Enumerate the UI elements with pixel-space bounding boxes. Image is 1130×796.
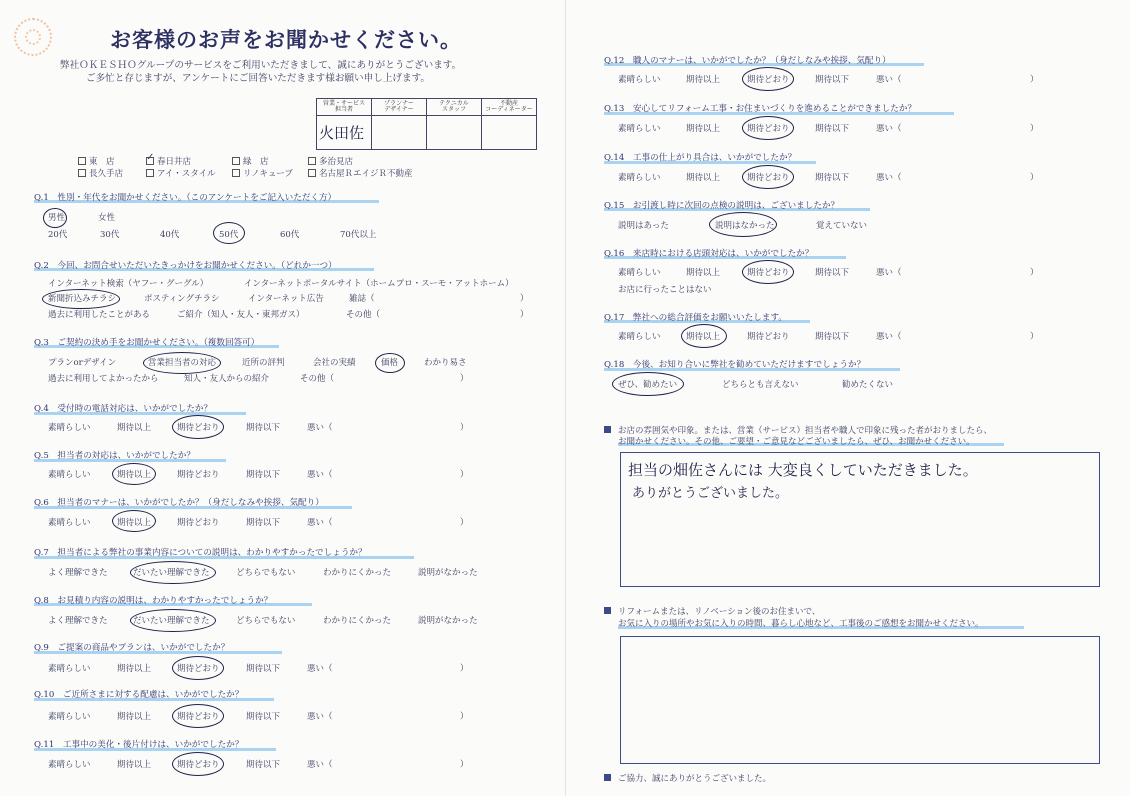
q2-other-close: ） <box>520 310 529 320</box>
comment2-textarea[interactable] <box>620 636 1100 764</box>
staff-table <box>316 98 537 150</box>
q6-opt-1[interactable]: 素晴らしい <box>48 518 91 528</box>
q5-opt-5-close: ） <box>460 470 469 480</box>
q17-opt-5-close: ） <box>1030 332 1039 342</box>
q3-opt-sales[interactable]: 営業担当者の対応 <box>148 358 217 368</box>
q3-opt-price[interactable]: 価格 <box>381 358 399 368</box>
q1-label: Q.1 性別・年代をお聞かせください。（このアンケートをご記入いただく方） <box>34 193 337 203</box>
q7-opt-1[interactable]: よく理解できた <box>48 568 108 578</box>
square-bullet-icon <box>604 774 611 781</box>
q2-opt-search[interactable]: インターネット検索（ヤフー・グーグル） <box>48 279 209 289</box>
q6-opt-5-close: ） <box>460 518 469 528</box>
q3-label: Q.3 ご契約の決め手をお聞かせください。（複数回答可） <box>34 338 260 348</box>
q10-opt-5-close: ） <box>460 712 469 722</box>
q14-opt-4[interactable]: 期待以下 <box>815 173 850 183</box>
q2-opt-webad[interactable]: インターネット広告 <box>248 294 324 304</box>
q8-label: Q.8 お見積り内容の説明は、わかりやすかったでしょうか？ <box>34 596 273 606</box>
q16-label: Q.16 来店時における店頭対応は、いかがでしたか？ <box>604 249 814 259</box>
q7-opt-5[interactable]: 説明がなかった <box>418 568 478 578</box>
q2-magazine-close: ） <box>520 294 529 304</box>
q3-opt-other[interactable]: その他（ <box>300 374 335 384</box>
staff-header-realestate: 不動産 コーディネーター <box>485 99 533 113</box>
q12-opt-3[interactable]: 期待どおり <box>747 75 790 85</box>
q18-opt-3[interactable]: 勧めたくない <box>842 380 894 390</box>
q15-label: Q.15 お引渡し時に次回の点検の説明は、ございましたか？ <box>604 201 840 211</box>
q2-opt-referral[interactable]: ご紹介（知人・友人・東邦ガス） <box>177 310 305 320</box>
q10-opt-3[interactable]: 期待どおり <box>177 712 220 722</box>
q8-opt-1[interactable]: よく理解できた <box>48 616 108 626</box>
q5-opt-4[interactable]: 期待以下 <box>246 470 281 480</box>
q1-age-50[interactable]: 50代 <box>219 230 239 240</box>
store-renocube[interactable]: リノキューブ <box>232 169 293 179</box>
q6-opt-5[interactable]: 悪い（ <box>307 518 333 528</box>
q17-opt-4[interactable]: 期待以下 <box>815 332 850 342</box>
planner-cell[interactable] <box>372 116 427 150</box>
q3-opt-track[interactable]: 会社の実績 <box>313 358 356 368</box>
q13-opt-5-close: ） <box>1030 124 1039 134</box>
store-east[interactable]: 東 店 <box>78 157 115 167</box>
q3-opt-friend[interactable]: 知人・友人からの紹介 <box>184 374 270 384</box>
q5-label: Q.5 担当者の対応は、いかがでしたか？ <box>34 451 195 461</box>
q14-opt-5-close: ） <box>1030 173 1039 183</box>
q14-opt-3[interactable]: 期待どおり <box>747 173 790 183</box>
intro-line-2: ご多忙と存じますが、アンケートにご回答いただきます様お願い申し上げます。 <box>86 73 431 84</box>
page-divider <box>565 0 566 796</box>
q1-age-60[interactable]: 60代 <box>280 230 300 240</box>
comment1-prompt-line2: お聞かせください。その他、ご要望・ご意見などございましたら、ぜひ、お聞かせください。 <box>618 437 975 447</box>
q9-label: Q.9 ご提案の商品やプランは、いかがでしたか？ <box>34 643 230 653</box>
q7-label: Q.7 担当者による弊社の事業内容についての説明は、わかりやすかったでしょうか？ <box>34 548 367 558</box>
q9-opt-5-close: ） <box>460 664 469 674</box>
q2-label: Q.2 今回、お問合せいただいたきっかけをお聞かせください。（どれか一つ） <box>34 261 337 271</box>
q4-opt-2[interactable]: 期待以上 <box>117 423 152 433</box>
q17-label: Q.17 弊社への総合評価をお願いいたします。 <box>604 313 787 323</box>
q1-female[interactable]: 女性 <box>98 213 116 223</box>
q11-opt-2[interactable]: 期待以上 <box>117 760 152 770</box>
q12-opt-2[interactable]: 期待以上 <box>686 75 721 85</box>
q2-opt-posting[interactable]: ポスティングチラシ <box>144 294 220 304</box>
q4-opt-1[interactable]: 素晴らしい <box>48 423 91 433</box>
comment2-prompt-line1: リフォームまたは、リノベーション後のお住まいで、 <box>604 607 820 617</box>
q11-opt-1[interactable]: 素晴らしい <box>48 760 91 770</box>
q18-opt-1[interactable]: ぜひ、勧めたい <box>618 380 678 390</box>
q17-opt-2[interactable]: 期待以上 <box>686 332 721 342</box>
q17-opt-5[interactable]: 悪い（ <box>876 332 902 342</box>
q16-opt-1[interactable]: 素晴らしい <box>618 268 661 278</box>
q6-label: Q.6 担当者のマナーは、いかがでしたか？（身だしなみや挨拶、気配り） <box>34 498 324 508</box>
store-midori[interactable]: 緑 店 <box>232 157 269 167</box>
q10-opt-5[interactable]: 悪い（ <box>307 712 333 722</box>
q8-opt-5[interactable]: 説明がなかった <box>418 616 478 626</box>
q6-opt-2[interactable]: 期待以上 <box>117 518 152 528</box>
q14-opt-2[interactable]: 期待以上 <box>686 173 721 183</box>
q5-opt-3[interactable]: 期待どおり <box>177 470 220 480</box>
q14-opt-1[interactable]: 素晴らしい <box>618 173 661 183</box>
q5-opt-5[interactable]: 悪い（ <box>307 470 333 480</box>
q9-opt-3[interactable]: 期待どおり <box>177 664 220 674</box>
q11-opt-5-close: ） <box>460 760 469 770</box>
q9-opt-1[interactable]: 素晴らしい <box>48 664 91 674</box>
q16-opt-3[interactable]: 期待どおり <box>747 268 790 278</box>
q13-opt-1[interactable]: 素晴らしい <box>618 124 661 134</box>
q10-opt-4[interactable]: 期待以下 <box>246 712 281 722</box>
q4-opt-5-close: ） <box>460 423 469 433</box>
square-bullet-icon <box>604 607 611 614</box>
store-kasugai[interactable]: ✓ 春日井店 <box>146 152 192 167</box>
q2-opt-portal[interactable]: インターネットポータルサイト（ホームプロ・スーモ・アットホーム） <box>244 279 514 289</box>
q16-opt-5-close: ） <box>1030 268 1039 278</box>
q13-opt-5[interactable]: 悪い（ <box>876 124 902 134</box>
q3-opt-past[interactable]: 過去に利用してよかったから <box>48 374 159 384</box>
q8-opt-4[interactable]: わかりにくかった <box>323 616 392 626</box>
q10-opt-2[interactable]: 期待以上 <box>117 712 152 722</box>
q8-opt-2[interactable]: だいたい理解できた <box>133 616 210 626</box>
q5-opt-1[interactable]: 素晴らしい <box>48 470 91 480</box>
comment1-handwriting-line1: 担当の畑佐さんには 大変良くしていただきました。 <box>628 461 978 479</box>
q14-opt-5[interactable]: 悪い（ <box>876 173 902 183</box>
technical-cell[interactable] <box>427 116 482 150</box>
q13-opt-3[interactable]: 期待どおり <box>747 124 790 134</box>
q16-opt-2[interactable]: 期待以上 <box>686 268 721 278</box>
q1-age-30[interactable]: 30代 <box>100 230 120 240</box>
q8-opt-3[interactable]: どちらでもない <box>236 616 296 626</box>
q17-opt-3[interactable]: 期待どおり <box>747 332 790 342</box>
q16-opt-4[interactable]: 期待以下 <box>815 268 850 278</box>
intro-line-1: 弊社ＯＫＥＳＨＯグループのサービスをご利用いただきまして、誠にありがとうございます。 <box>60 60 462 71</box>
q13-label: Q.13 安心してリフォーム工事・お住まいづくりを進めることができましたか？ <box>604 104 917 114</box>
q14-label: Q.14 工事の仕上がり具合は、いかがでしたか？ <box>604 153 797 163</box>
q18-label: Q.18 今後、お知り合いに弊社を勧めていただけますでしょうか？ <box>604 360 866 370</box>
q2-opt-flyer[interactable]: 新聞折込みチラシ <box>48 294 117 304</box>
store-nagoya-realestate[interactable]: 名古屋ＲエイジＲ不動産 <box>308 169 413 179</box>
q1-age-20[interactable]: 20代 <box>48 230 68 240</box>
q9-opt-4[interactable]: 期待以下 <box>246 664 281 674</box>
q6-opt-3[interactable]: 期待どおり <box>177 518 220 528</box>
q12-opt-5-close: ） <box>1030 75 1039 85</box>
q1-age-70[interactable]: 70代以上 <box>340 230 377 240</box>
q1-male[interactable]: 男性 <box>48 213 66 223</box>
q2-opt-past[interactable]: 過去に利用したことがある <box>48 310 151 320</box>
comment1-handwriting-line2: ありがとうございました。 <box>632 486 789 501</box>
survey-title: お客様のお声をお聞かせください。 <box>110 28 462 52</box>
q3-opt-clarity[interactable]: わかり易さ <box>424 358 467 368</box>
store-nagakute[interactable]: 長久手店 <box>78 169 123 179</box>
comment1-prompt-line1: お店の雰囲気や印象。または、営業（サービス）担当者や職人で印象に残った者がおりましたら、 <box>604 426 992 436</box>
q11-opt-5[interactable]: 悪い（ <box>307 760 333 770</box>
q12-opt-4[interactable]: 期待以下 <box>815 75 850 85</box>
q16-opt-never[interactable]: お店に行ったことはない <box>618 285 712 295</box>
q12-label: Q.12 職人のマナーは、いかがでしたか？（身だしなみや挨拶、気配り） <box>604 56 891 66</box>
q11-label: Q.11 工事中の美化・後片付けは、いかがでしたか？ <box>34 740 244 750</box>
q6-opt-4[interactable]: 期待以下 <box>246 518 281 528</box>
q3-other-close: ） <box>460 374 469 384</box>
q10-opt-1[interactable]: 素晴らしい <box>48 712 91 722</box>
q7-opt-3[interactable]: どちらでもない <box>236 568 296 578</box>
company-logo <box>14 18 52 56</box>
square-bullet-icon <box>604 426 611 433</box>
q18-opt-2[interactable]: どちらとも言えない <box>722 380 799 390</box>
q16-opt-5[interactable]: 悪い（ <box>876 268 902 278</box>
q2-opt-magazine[interactable]: 雑誌（ <box>349 294 375 304</box>
q4-opt-3[interactable]: 期待どおり <box>177 423 220 433</box>
q7-opt-2[interactable]: だいたい理解できた <box>133 568 210 578</box>
q15-opt-1[interactable]: 説明はあった <box>618 221 669 231</box>
q11-opt-4[interactable]: 期待以下 <box>246 760 281 770</box>
q15-opt-2[interactable]: 説明はなかった <box>715 221 775 231</box>
comment2-prompt-line2: お気に入りの場所やお気に入りの時間、暮らし心地など、工事後のご感想をお聞かせください。 <box>618 619 984 629</box>
q12-opt-5[interactable]: 悪い（ <box>876 75 902 85</box>
store-tajimi[interactable]: 多治見店 <box>308 157 353 167</box>
q9-opt-5[interactable]: 悪い（ <box>307 664 333 674</box>
q3-opt-plan[interactable]: プランorデザイン <box>48 358 117 368</box>
q17-opt-1[interactable]: 素晴らしい <box>618 332 661 342</box>
store-istyle[interactable]: アイ・スタイル <box>146 169 216 179</box>
q4-opt-5[interactable]: 悪い（ <box>307 423 333 433</box>
q3-opt-reputation[interactable]: 近所の評判 <box>242 358 285 368</box>
q4-label: Q.4 受付時の電話対応は、いかがでしたか？ <box>34 404 213 414</box>
q13-opt-2[interactable]: 期待以上 <box>686 124 721 134</box>
staff-header-technical: テクニカル スタッフ <box>439 99 469 113</box>
thanks-message: ご協力、誠にありがとうございました。 <box>604 774 771 784</box>
sales-staff-name: 火田佐 <box>319 124 365 142</box>
q15-opt-3[interactable]: 覚えていない <box>816 221 868 231</box>
q9-opt-2[interactable]: 期待以上 <box>117 664 152 674</box>
q13-opt-4[interactable]: 期待以下 <box>815 124 850 134</box>
q2-opt-other[interactable]: その他（ <box>346 310 381 320</box>
q7-opt-4[interactable]: わかりにくかった <box>323 568 392 578</box>
q10-label: Q.10 ご近所さまに対する配慮は、いかがでしたか？ <box>34 690 244 700</box>
staff-header-sales: 営業・サービス 担当者 <box>322 99 365 113</box>
q1-age-40[interactable]: 40代 <box>160 230 180 240</box>
q11-opt-3[interactable]: 期待どおり <box>177 760 220 770</box>
q4-opt-4[interactable]: 期待以下 <box>246 423 281 433</box>
realestate-cell[interactable] <box>482 116 537 150</box>
q12-opt-1[interactable]: 素晴らしい <box>618 75 661 85</box>
q5-opt-2[interactable]: 期待以上 <box>117 470 152 480</box>
staff-header-planner: プランナー デザイナー <box>383 99 414 113</box>
